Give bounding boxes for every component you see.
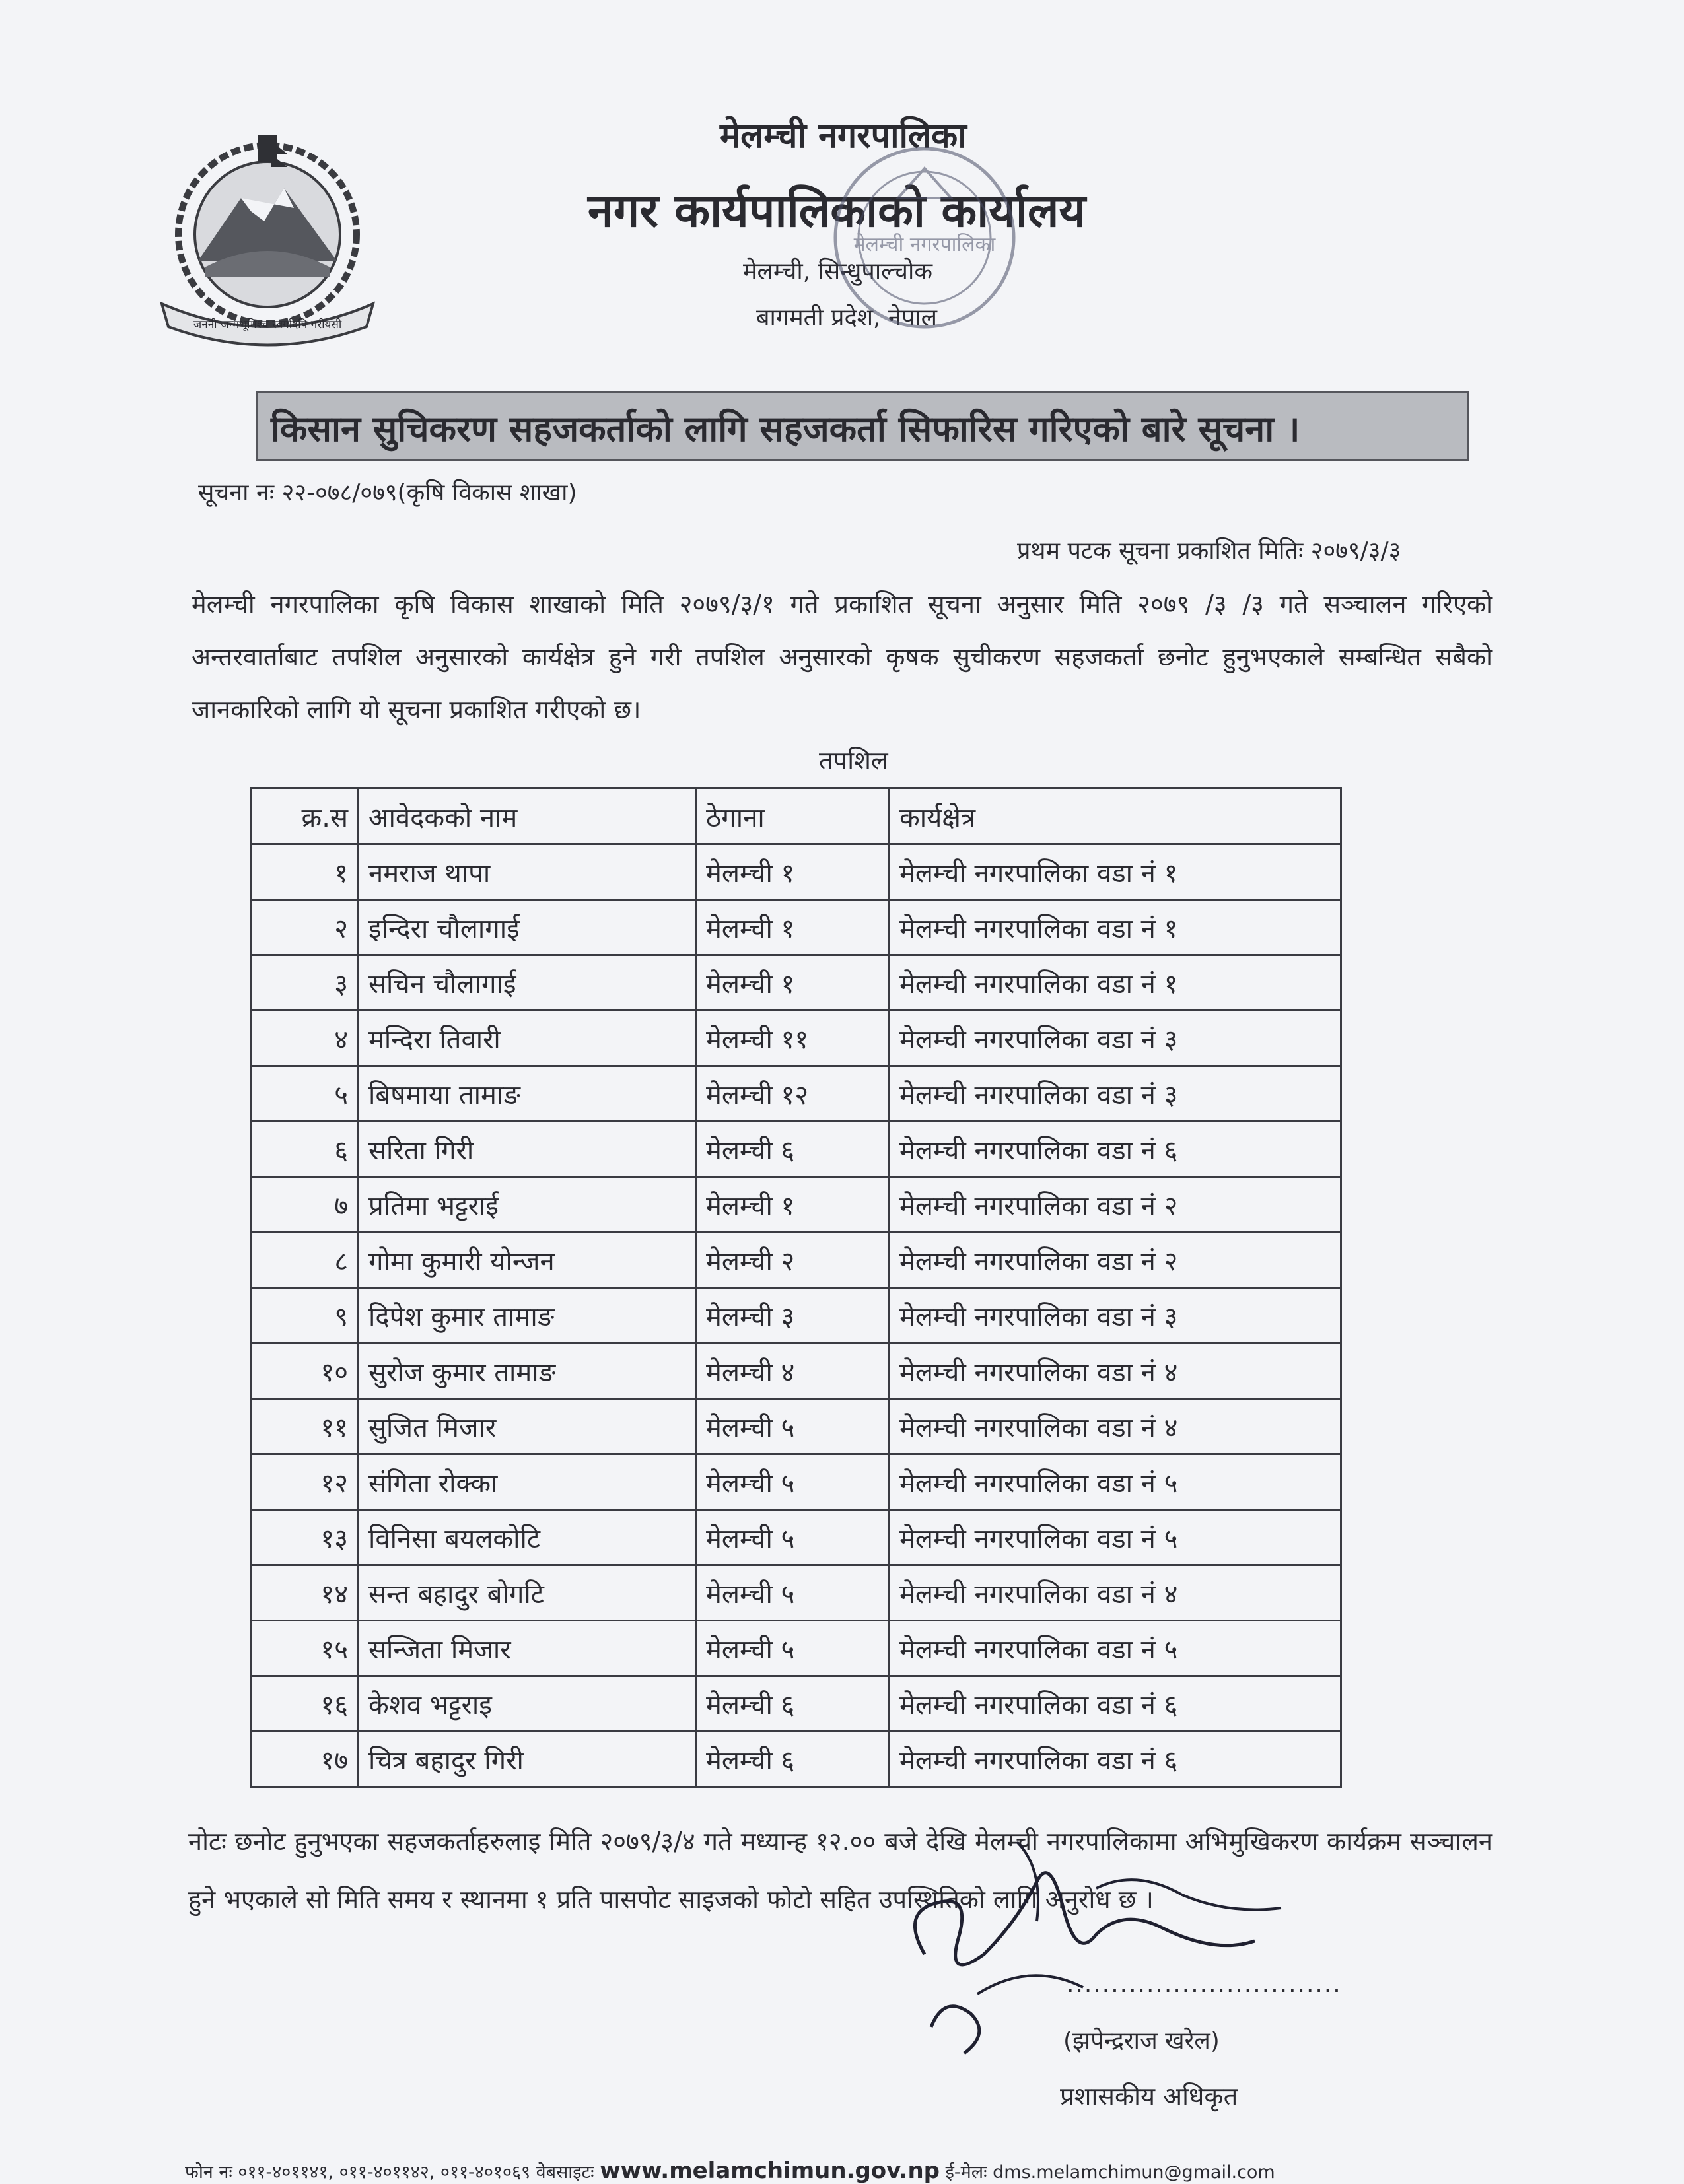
table-row <box>251 1011 1341 1066</box>
cell-address: मेलम्ची १ <box>696 900 890 955</box>
table-row <box>251 1399 1341 1454</box>
cell-work-area: मेलम्ची नगरपालिका वडा नं २ <box>890 1177 1341 1233</box>
cell-address: मेलम्ची ३ <box>696 1288 890 1344</box>
cell-applicant-name: सरिता गिरी <box>359 1122 696 1177</box>
table-row <box>251 1621 1341 1676</box>
cell-address: मेलम्ची १२ <box>696 1066 890 1122</box>
header-name: आवेदकको नाम <box>359 788 696 844</box>
cell-applicant-name: सुजित मिजार <box>359 1399 696 1454</box>
cell-serial: ६ <box>251 1122 359 1177</box>
stamp-text: मेलम्ची नगरपालिका <box>853 233 996 256</box>
table-row <box>251 1066 1341 1122</box>
footer-email[interactable]: dms.melamchimun@gmail.com <box>993 2162 1275 2183</box>
cell-serial: १ <box>251 844 359 900</box>
cell-serial: १७ <box>251 1732 359 1787</box>
cell-work-area: मेलम्ची नगरपालिका वडा नं ३ <box>890 1011 1341 1066</box>
footer-phone: फोन नः ०११-४०११४१, ०११-४०११४२, ०११-४०१०६९ वेबसाइटः <box>185 2162 594 2183</box>
selection-table <box>250 787 1342 1788</box>
cell-work-area: मेलम्ची नगरपालिका वडा नं ३ <box>890 1066 1341 1122</box>
cell-work-area: मेलम्ची नगरपालिका वडा नं ६ <box>890 1122 1341 1177</box>
cell-address: मेलम्ची ६ <box>696 1732 890 1787</box>
cell-serial: ७ <box>251 1177 359 1233</box>
cell-address: मेलम्ची १ <box>696 1177 890 1233</box>
footer-contact <box>185 2158 1275 2184</box>
cell-serial: १० <box>251 1344 359 1399</box>
cell-address: मेलम्ची २ <box>696 1233 890 1288</box>
signatory-designation: प्रशासकीय अधिकृत <box>1060 2082 1238 2111</box>
cell-address: मेलम्ची ५ <box>696 1621 890 1676</box>
cell-applicant-name: बिषमाया तामाङ <box>359 1066 696 1122</box>
cell-address: मेलम्ची ५ <box>696 1510 890 1565</box>
cell-address: मेलम्ची ११ <box>696 1011 890 1066</box>
cell-address: मेलम्ची १ <box>696 955 890 1011</box>
cell-work-area: मेलम्ची नगरपालिका वडा नं ४ <box>890 1344 1341 1399</box>
cell-work-area: मेलम्ची नगरपालिका वडा नं ६ <box>890 1676 1341 1732</box>
cell-address: मेलम्ची ६ <box>696 1676 890 1732</box>
cell-address: मेलम्ची १ <box>696 844 890 900</box>
cell-serial: १२ <box>251 1454 359 1510</box>
cell-applicant-name: मन्दिरा तिवारी <box>359 1011 696 1066</box>
cell-applicant-name: चित्र बहादुर गिरी <box>359 1732 696 1787</box>
cell-applicant-name: सन्त बहादुर बोगटि <box>359 1565 696 1621</box>
cell-applicant-name: सन्जिता मिजार <box>359 1621 696 1676</box>
cell-serial: ५ <box>251 1066 359 1122</box>
table-row <box>251 1510 1341 1565</box>
cell-work-area: मेलम्ची नगरपालिका वडा नं ६ <box>890 1732 1341 1787</box>
cell-serial: ९ <box>251 1288 359 1344</box>
cell-address: मेलम्ची ५ <box>696 1565 890 1621</box>
table-row <box>251 955 1341 1011</box>
cell-work-area: मेलम्ची नगरपालिका वडा नं १ <box>890 844 1341 900</box>
nepal-emblem-icon <box>149 135 386 347</box>
cell-work-area: मेलम्ची नगरपालिका वडा नं ५ <box>890 1621 1341 1676</box>
address-line-1: मेलम्ची, सिन्धुपाल्चोक <box>743 258 932 285</box>
cell-address: मेलम्ची ५ <box>696 1454 890 1510</box>
cell-applicant-name: सुरोज कुमार तामाङ <box>359 1344 696 1399</box>
cell-serial: १५ <box>251 1621 359 1676</box>
cell-serial: ८ <box>251 1233 359 1288</box>
cell-serial: १४ <box>251 1565 359 1621</box>
table-row <box>251 1177 1341 1233</box>
cell-address: मेलम्ची ४ <box>696 1344 890 1399</box>
cell-serial: १६ <box>251 1676 359 1732</box>
first-published-date: प्रथम पटक सूचना प्रकाशित मितिः २०७९/३/३ <box>1017 537 1401 564</box>
cell-work-area: मेलम्ची नगरपालिका वडा नं २ <box>890 1233 1341 1288</box>
cell-address: मेलम्ची ५ <box>696 1399 890 1454</box>
footer-email-label: ई-मेलः <box>945 2162 987 2183</box>
cell-applicant-name: इन्दिरा चौलागाई <box>359 900 696 955</box>
cell-work-area: मेलम्ची नगरपालिका वडा नं ५ <box>890 1510 1341 1565</box>
cell-applicant-name: नमराज थापा <box>359 844 696 900</box>
table-header-row <box>251 788 1341 844</box>
note-paragraph: नोटः छनोट हुनुभएका सहजकर्ताहरुलाइ मिति २०७९/३/४ गते मध्यान्ह १२.०० बजे देखि मेलम्ची नगरपालिकामा अभिमुखिकरण कार्यक्रम सञ्चालन हुने भएकाले सो मिति समय र स्थानमा १ प्रति पासपोट साइजको फोटो सहित उपस्थितिको लागि अनुरोध छ । <box>188 1827 1492 1914</box>
table-row <box>251 900 1341 955</box>
table-row <box>251 1288 1341 1344</box>
header-work-area: कार्यक्षेत्र <box>890 788 1341 844</box>
cell-applicant-name: गोमा कुमारी योन्जन <box>359 1233 696 1288</box>
address-line-2: बागमती प्रदेश, नेपाल <box>756 304 938 331</box>
cell-applicant-name: सचिन चौलागाई <box>359 955 696 1011</box>
cell-serial: १३ <box>251 1510 359 1565</box>
cell-work-area: मेलम्ची नगरपालिका वडा नं ३ <box>890 1288 1341 1344</box>
cell-serial: ४ <box>251 1011 359 1066</box>
table-row <box>251 1344 1341 1399</box>
cell-work-area: मेलम्ची नगरपालिका वडा नं ५ <box>890 1454 1341 1510</box>
table-row <box>251 1454 1341 1510</box>
cell-serial: ३ <box>251 955 359 1011</box>
signatory-name: (झपेन्द्रराज खरेल) <box>1063 2028 1220 2055</box>
notice-number: सूचना नः २२-०७८/०७९(कृषि विकास शाखा) <box>198 479 577 506</box>
cell-applicant-name: दिपेश कुमार तामाङ <box>359 1288 696 1344</box>
cell-applicant-name: केशव भट्टराइ <box>359 1676 696 1732</box>
table-row <box>251 1122 1341 1177</box>
footer-website[interactable]: www.melamchimun.gov.np <box>600 2158 940 2184</box>
cell-work-area: मेलम्ची नगरपालिका वडा नं ४ <box>890 1399 1341 1454</box>
cell-work-area: मेलम्ची नगरपालिका वडा नं १ <box>890 955 1341 1011</box>
table-row <box>251 1233 1341 1288</box>
cell-applicant-name: विनिसा बयलकोटि <box>359 1510 696 1565</box>
table-row <box>251 1676 1341 1732</box>
table-row <box>251 1732 1341 1787</box>
header-serial: क्र.स <box>251 788 359 844</box>
cell-applicant-name: प्रतिमा भट्टराई <box>359 1177 696 1233</box>
emblem-motto: जननी जन्मभूमिश्च स्वर्गादपि गरीयसी <box>193 318 342 331</box>
cell-serial: २ <box>251 900 359 955</box>
office-name: नगर कार्यपालिकाको कार्यालय <box>588 184 1086 238</box>
cell-work-area: मेलम्ची नगरपालिका वडा नं ४ <box>890 1565 1341 1621</box>
table-caption: तपशिल <box>819 746 888 775</box>
office-stamp-icon <box>825 139 1024 337</box>
cell-address: मेलम्ची ६ <box>696 1122 890 1177</box>
municipality-name: मेलम्ची नगरपालिका <box>720 116 967 156</box>
signature-line: ............................... <box>1067 1971 1342 1998</box>
body-paragraph: मेलम्ची नगरपालिका कृषि विकास शाखाको मिति २०७९/३/१ गते प्रकाशित सूचना अनुसार मिति २०७९ /३ /३ गते सञ्चालन गरिएको अन्तरवार्ताबाट तपशिल अनुसारको कार्यक्षेत्र हुने गरी तपशिल अनुसारको कृषक सुचीकरण सहजकर्ता छनोट हुनुभएकाले सम्बन्धित सबैको जानकारिको लागि यो सूचना प्रकाशित गरीएको छ। <box>192 590 1492 724</box>
cell-applicant-name: संगिता रोक्का <box>359 1454 696 1510</box>
notice-title: किसान सुचिकरण सहजकर्ताको लागि सहजकर्ता सिफारिस गरिएको बारे सूचना । <box>271 408 1300 450</box>
cell-work-area: मेलम्ची नगरपालिका वडा नं १ <box>890 900 1341 955</box>
cell-serial: ११ <box>251 1399 359 1454</box>
header-address: ठेगाना <box>696 788 890 844</box>
table-row <box>251 1565 1341 1621</box>
table-row <box>251 844 1341 900</box>
